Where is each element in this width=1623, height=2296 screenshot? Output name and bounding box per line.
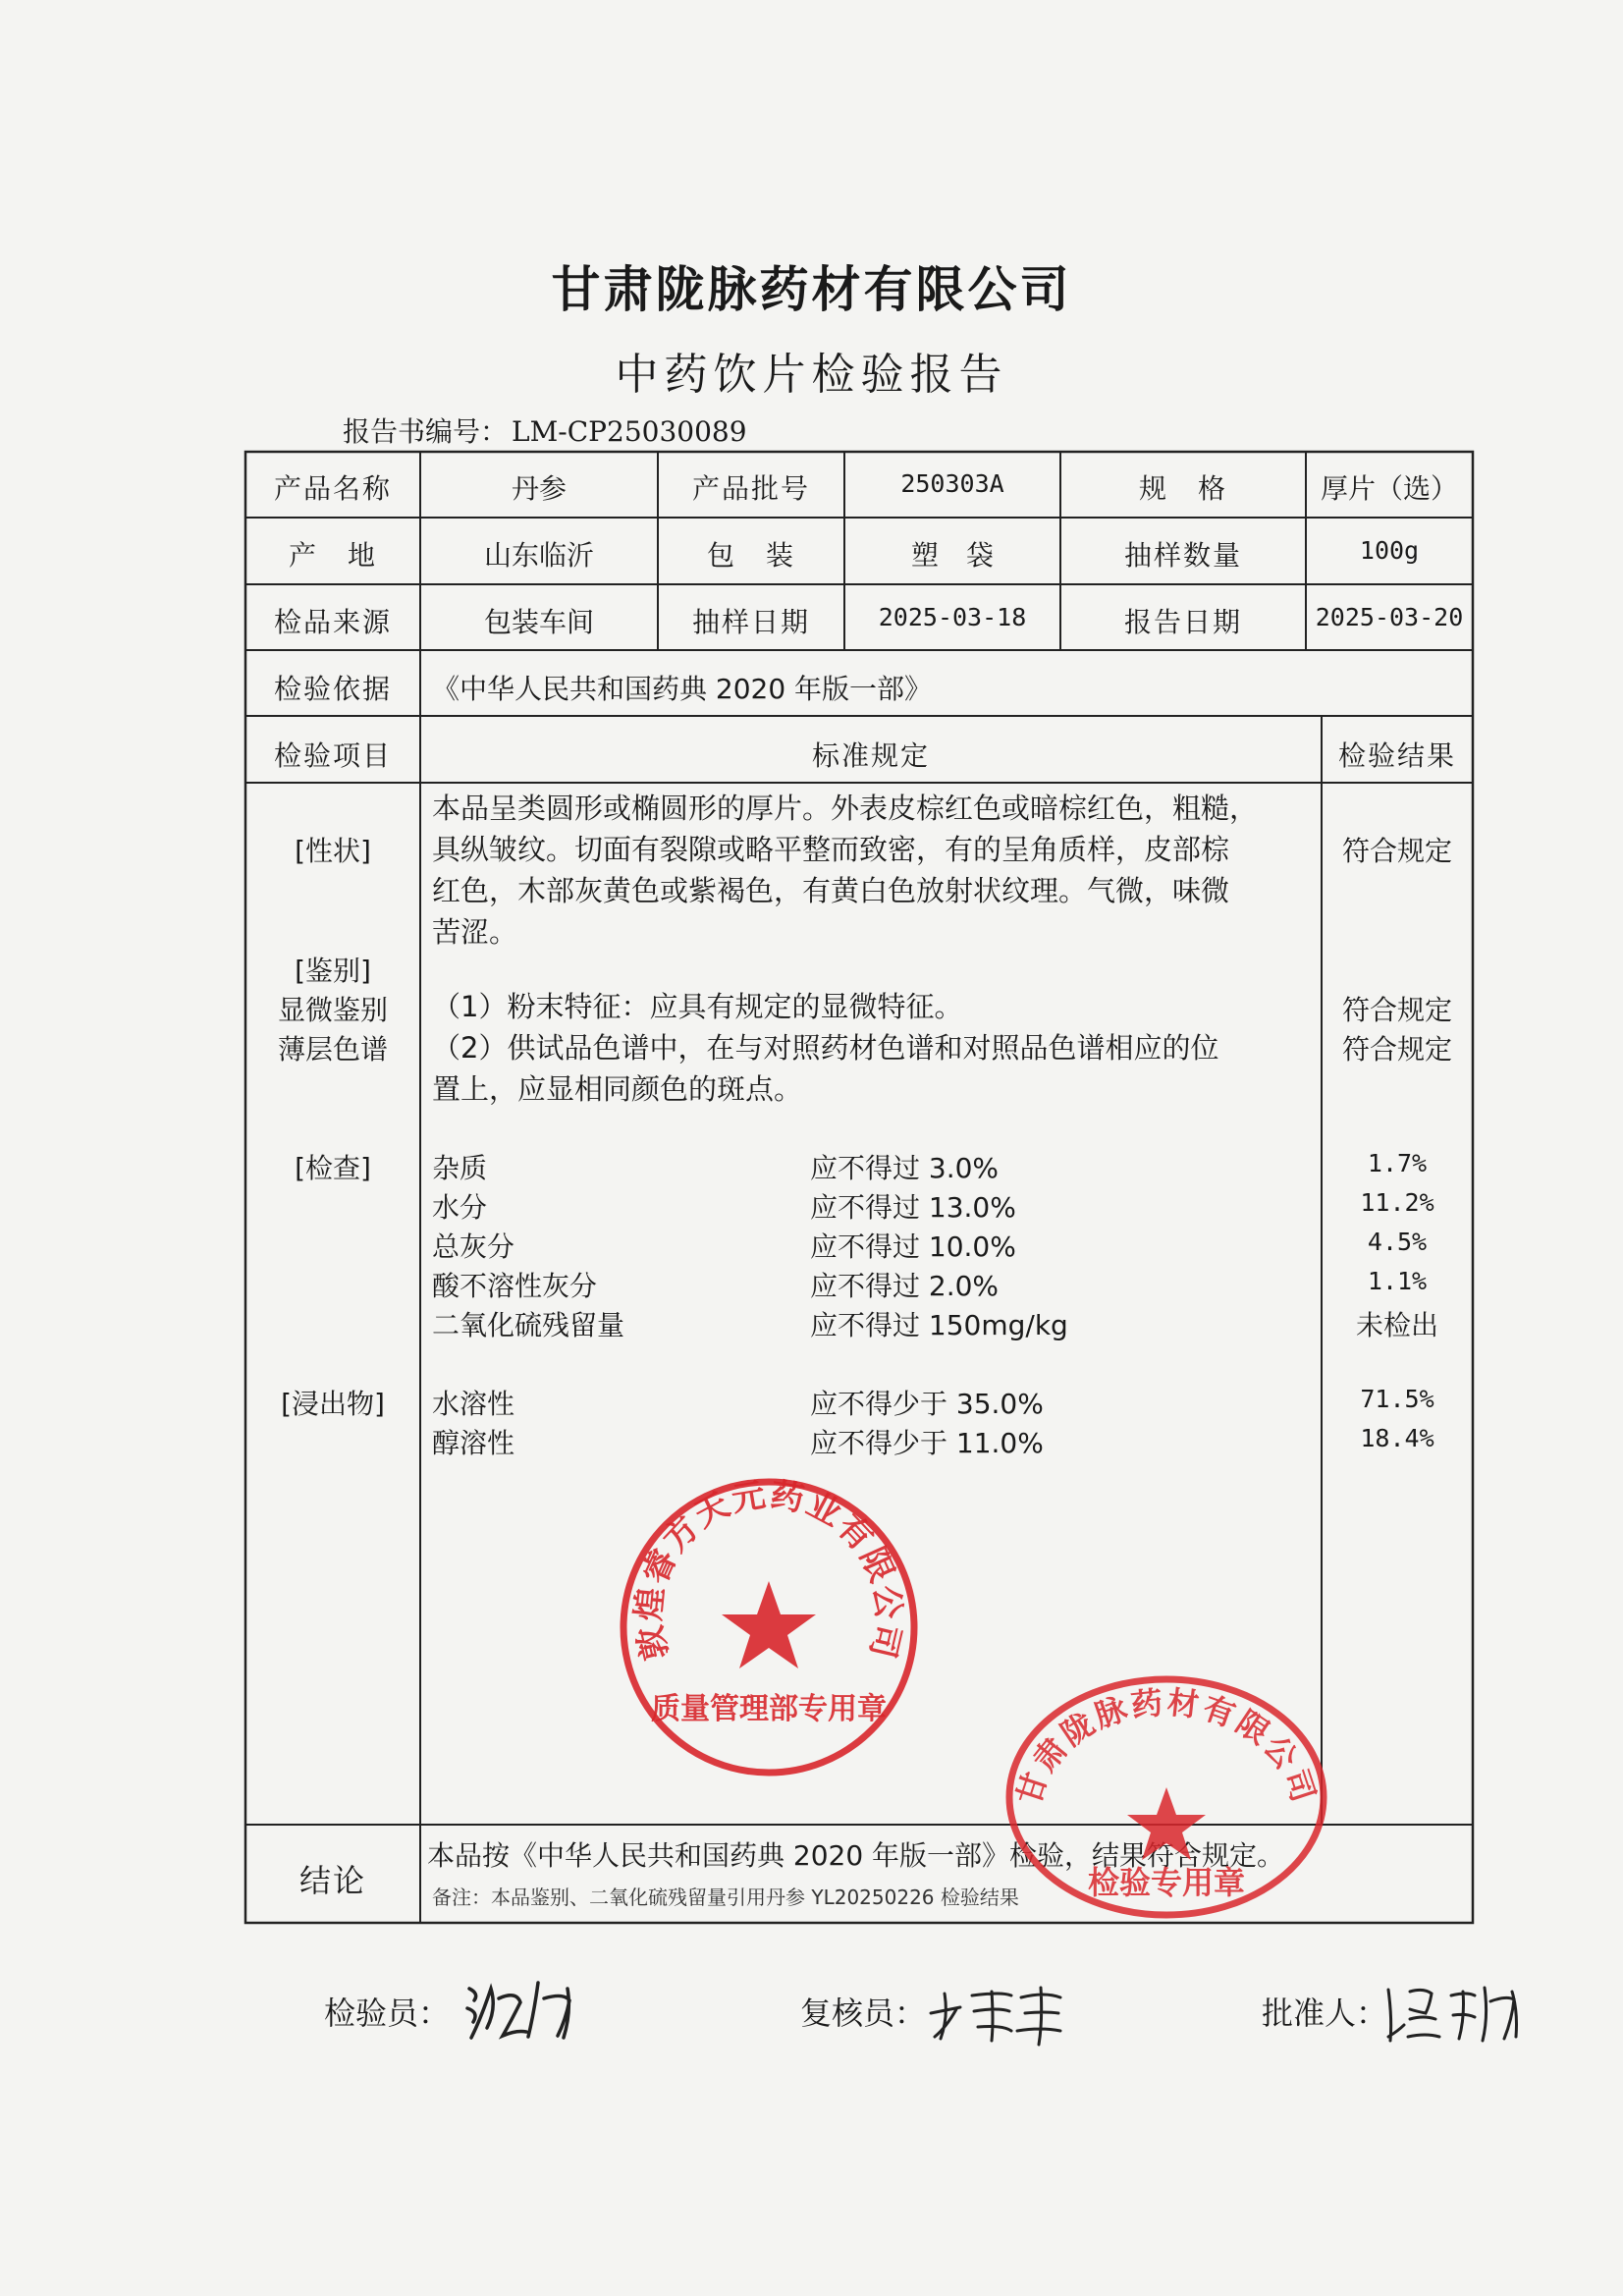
character-result: 符合规定 (1341, 835, 1452, 867)
character-line: 具纵皱纹。切面有裂隙或略平整而致密，有的呈角质样，皮部棕 (432, 833, 1230, 866)
col-result-header: 检验结果 (1337, 739, 1456, 772)
inspection-item-result: 11.2% (1360, 1188, 1434, 1217)
inspection-item-result: 1.1% (1367, 1267, 1428, 1295)
extract-item-name: 水溶性 (432, 1388, 515, 1420)
basis-label: 检验依据 (273, 673, 392, 705)
spec-label: 规 格 (1138, 472, 1227, 505)
character-line: 苦涩。 (432, 915, 518, 949)
inspection-stamp (1000, 1669, 1333, 1925)
reviewer-signature (923, 1974, 1080, 2052)
identification-line: （2）供试品色谱中，在与对照药材色谱和对照品色谱相应的位 (432, 1031, 1219, 1065)
batch-label: 产品批号 (691, 472, 810, 505)
inspection-item-standard: 应不得过 10.0% (810, 1230, 1016, 1263)
extract-item-result: 71.5% (1360, 1385, 1434, 1413)
identification-label: [鉴别] (295, 955, 371, 987)
conclusion-note: 备注：本品鉴别、二氧化硫残留量引用丹参 YL20250226 检验结果 (432, 1886, 1019, 1909)
col-item-header: 检验项目 (273, 739, 392, 772)
inspector-label: 检验员： (324, 1995, 451, 2032)
identification-sub2: 薄层色谱 (277, 1033, 388, 1066)
character-text (432, 788, 1316, 953)
package-label: 包 装 (706, 539, 795, 572)
inspection-item-result: 1.7% (1367, 1149, 1428, 1177)
product-name-value: 丹参 (511, 472, 567, 505)
identification-sub1: 显微鉴别 (277, 994, 388, 1026)
report-date-label: 报告日期 (1123, 606, 1242, 638)
identification-text (432, 986, 1316, 1110)
sample-qty-value: 100g (1359, 536, 1420, 565)
conclusion-label: 结论 (298, 1862, 366, 1899)
approver-signature (1382, 1972, 1530, 2050)
inspection-item-standard: 应不得过 2.0% (810, 1270, 1000, 1302)
inspection-item-name: 总灰分 (432, 1230, 515, 1263)
stamp1-top-text: 敦煌睿方天元药业有限公司 (628, 1475, 909, 1664)
character-label: [性状] (295, 835, 371, 867)
extract-item-result: 18.4% (1360, 1424, 1434, 1452)
stamp1-bottom-text: 质量管理部专用章 (651, 1692, 887, 1726)
company-name: 甘肃陇脉药材有限公司 (551, 261, 1072, 318)
report-number-label: 报告书编号： (343, 415, 509, 448)
origin-label: 产 地 (288, 539, 377, 572)
batch-value: 250303A (900, 469, 1004, 498)
source-value: 包装车间 (483, 606, 594, 638)
extract-item-name: 醇溶性 (432, 1427, 515, 1459)
inspection-item-result: 4.5% (1367, 1228, 1428, 1256)
report-date-value: 2025-03-20 (1315, 603, 1464, 631)
inspection-item-standard: 应不得过 13.0% (810, 1191, 1016, 1224)
character-line: 红色，木部灰黄色或紫褐色，有黄白色放射状纹理。气微，味微 (432, 874, 1230, 907)
col-standard-header: 标准规定 (811, 739, 930, 772)
inspection-item-standard: 应不得过 150mg/kg (810, 1309, 1068, 1341)
spec-value: 厚片（选） (1320, 472, 1458, 505)
reviewer-label: 复核员： (800, 1995, 927, 2032)
inspection-item-standard: 应不得过 3.0% (810, 1152, 1000, 1184)
identification-result1: 符合规定 (1341, 994, 1452, 1026)
approver-label: 批准人： (1262, 1995, 1388, 2032)
sample-date-value: 2025-03-18 (878, 603, 1027, 631)
inspector-signature (460, 1969, 607, 2048)
inspection-item-name: 杂质 (432, 1152, 488, 1184)
origin-value: 山东临沂 (483, 539, 594, 572)
inspection-label: [检查] (295, 1152, 371, 1184)
product-name-label: 产品名称 (273, 472, 392, 505)
character-line: 本品呈类圆形或椭圆形的厚片。外表皮棕红色或暗棕红色，粗糙， (432, 792, 1259, 825)
quality-dept-stamp (617, 1475, 921, 1779)
sample-qty-label: 抽样数量 (1123, 539, 1242, 572)
identification-line: 置上，应显相同颜色的斑点。 (432, 1072, 803, 1106)
inspection-item-name: 酸不溶性灰分 (432, 1270, 598, 1302)
basis-value: 《中华人民共和国药典 2020 年版一部》 (432, 673, 933, 705)
extract-item-standard: 应不得少于 11.0% (810, 1427, 1044, 1459)
identification-result2: 符合规定 (1341, 1033, 1452, 1066)
report-number-value: LM-CP25030089 (512, 415, 747, 448)
inspection-item-name: 二氧化硫残留量 (432, 1309, 625, 1341)
conclusion-text: 本品按《中华人民共和国药典 2020 年版一部》检验，结果符合规定。 (427, 1839, 1285, 1872)
stamp2-bottom-text: 检验专用章 (1087, 1864, 1246, 1901)
sample-date-label: 抽样日期 (691, 606, 810, 638)
inspection-item-name: 水分 (432, 1191, 488, 1224)
stamp2-top-text: 甘肃陇脉药材有限公司 (1009, 1683, 1324, 1810)
extract-item-standard: 应不得少于 35.0% (810, 1388, 1044, 1420)
package-value: 塑 袋 (910, 539, 994, 572)
extract-label: [浸出物] (281, 1388, 385, 1420)
inspection-item-result: 未检出 (1355, 1309, 1438, 1341)
identification-line: （1）粉末特征：应具有规定的显微特征。 (432, 990, 963, 1023)
report-title: 中药饮片检验报告 (615, 350, 1008, 400)
source-label: 检品来源 (273, 606, 392, 638)
